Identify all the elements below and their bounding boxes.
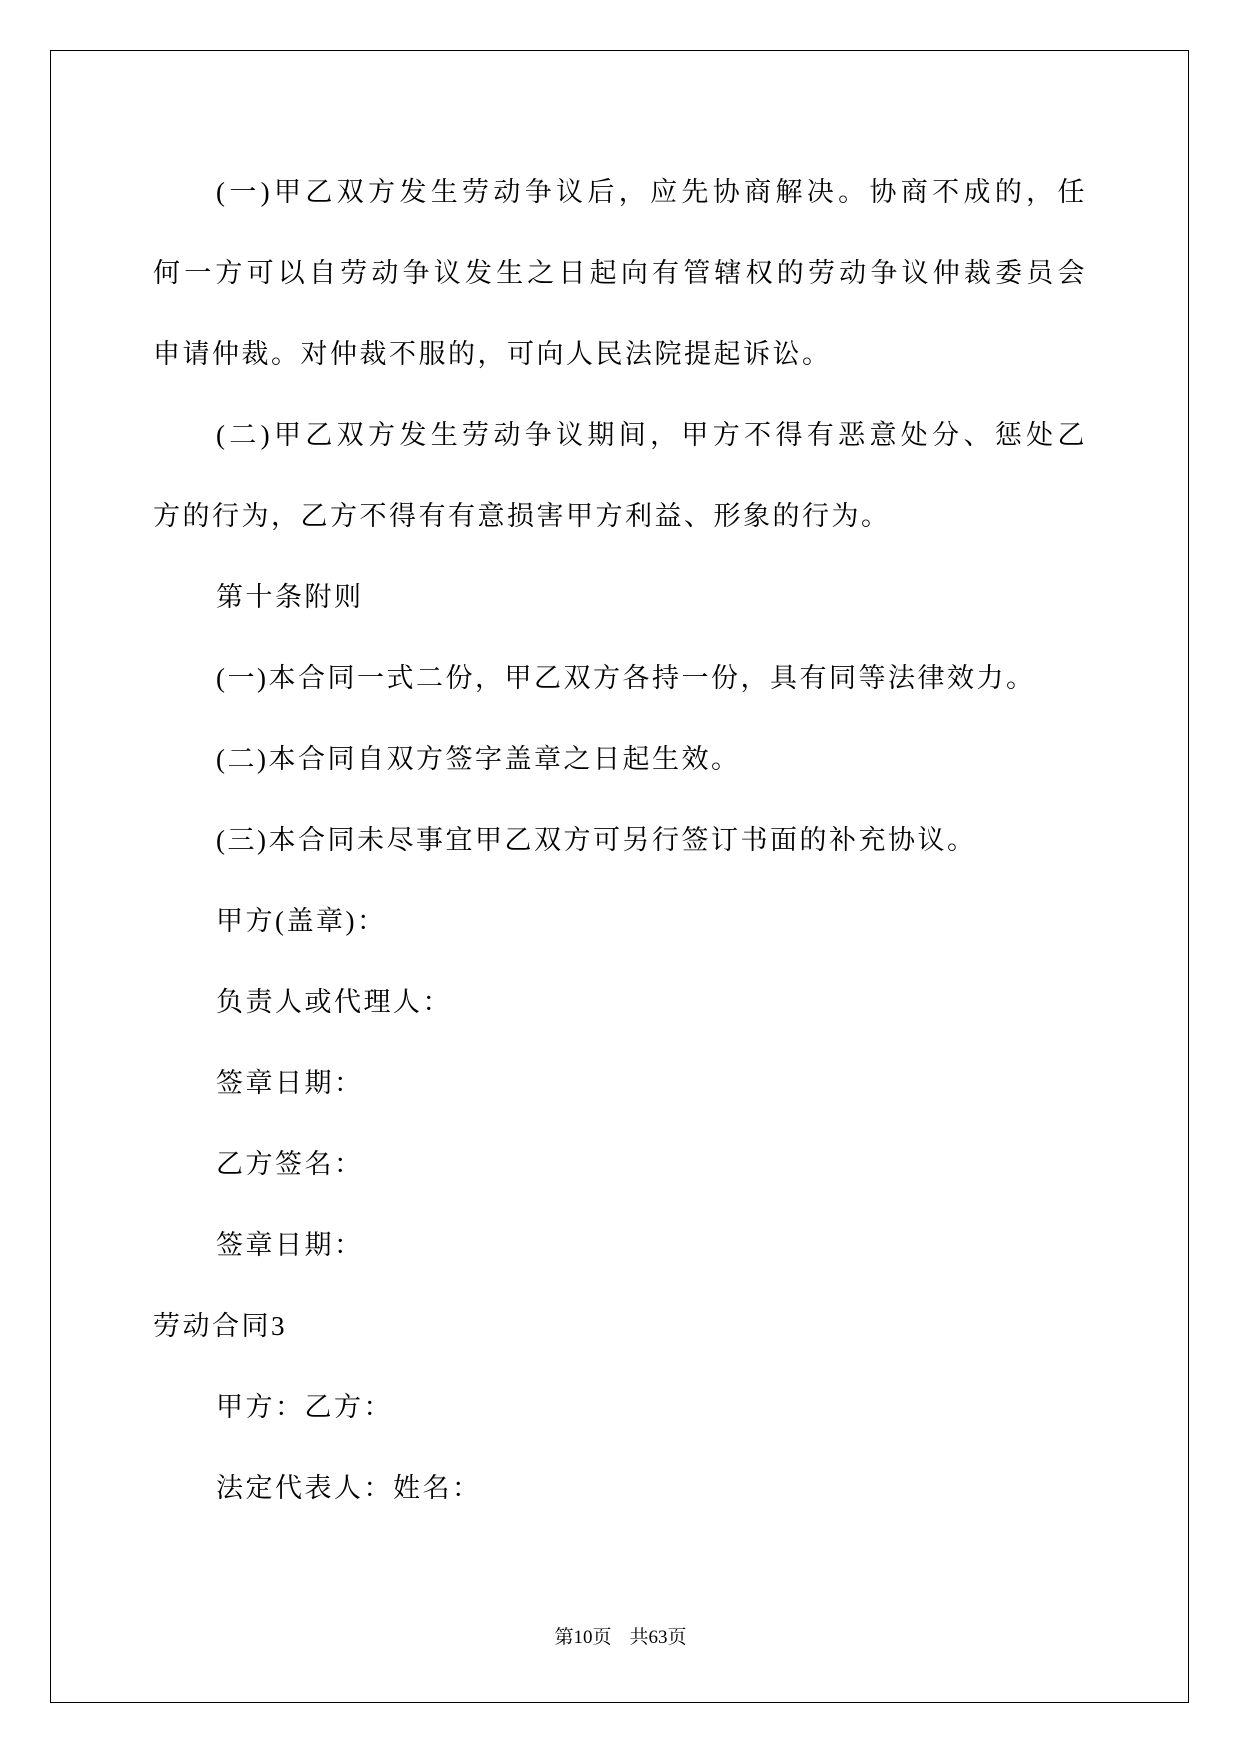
dispute-clause-1-line-1: (一)甲乙双方发生劳动争议后，应先协商解决。协商不成的，任 (216, 177, 1087, 207)
page-total: 共63页 (629, 1627, 687, 1648)
party-a-date-label: 签章日期： (216, 1068, 364, 1098)
article-10-clause-effective: (二)本合同自双方签字盖章之日起生效。 (216, 744, 741, 774)
dispute-clause-1-line-2: 何一方可以自劳动争议发生之日起向有管辖权的劳动争议仲裁委员会 (153, 258, 1087, 288)
page-footer (0, 1624, 1241, 1652)
article-10-heading: 第十条附则 (216, 582, 364, 612)
dispute-clause-2-line-2: 方的行为，乙方不得有有意损害甲方利益、形象的行为。 (153, 501, 891, 531)
party-b-signature-label: 乙方签名： (216, 1149, 364, 1179)
contract-3-legal-rep-label: 法定代表人：姓名： (216, 1473, 482, 1503)
party-b-date-label: 签章日期： (216, 1230, 364, 1260)
dispute-clause-1-line-3: 申请仲裁。对仲裁不服的，可向人民法院提起诉讼。 (153, 339, 832, 369)
dispute-clause-2-line-1: (二)甲乙双方发生劳动争议期间，甲方不得有恶意处分、惩处乙 (216, 420, 1087, 450)
contract-3-title: 劳动合同3 (153, 1311, 287, 1341)
representative-label: 负责人或代理人： (216, 987, 452, 1017)
contract-3-parties-label: 甲方：乙方： (216, 1392, 393, 1422)
article-10-clause-copies: (一)本合同一式二份，甲乙双方各持一份，具有同等法律效力。 (216, 663, 1036, 693)
article-10-clause-supplementary: (三)本合同未尽事宜甲乙双方可另行签订书面的补充协议。 (216, 825, 977, 855)
page-number: 第10页 (554, 1627, 612, 1648)
document-body (153, 152, 1087, 1529)
party-a-seal-label: 甲方(盖章)： (216, 906, 387, 936)
